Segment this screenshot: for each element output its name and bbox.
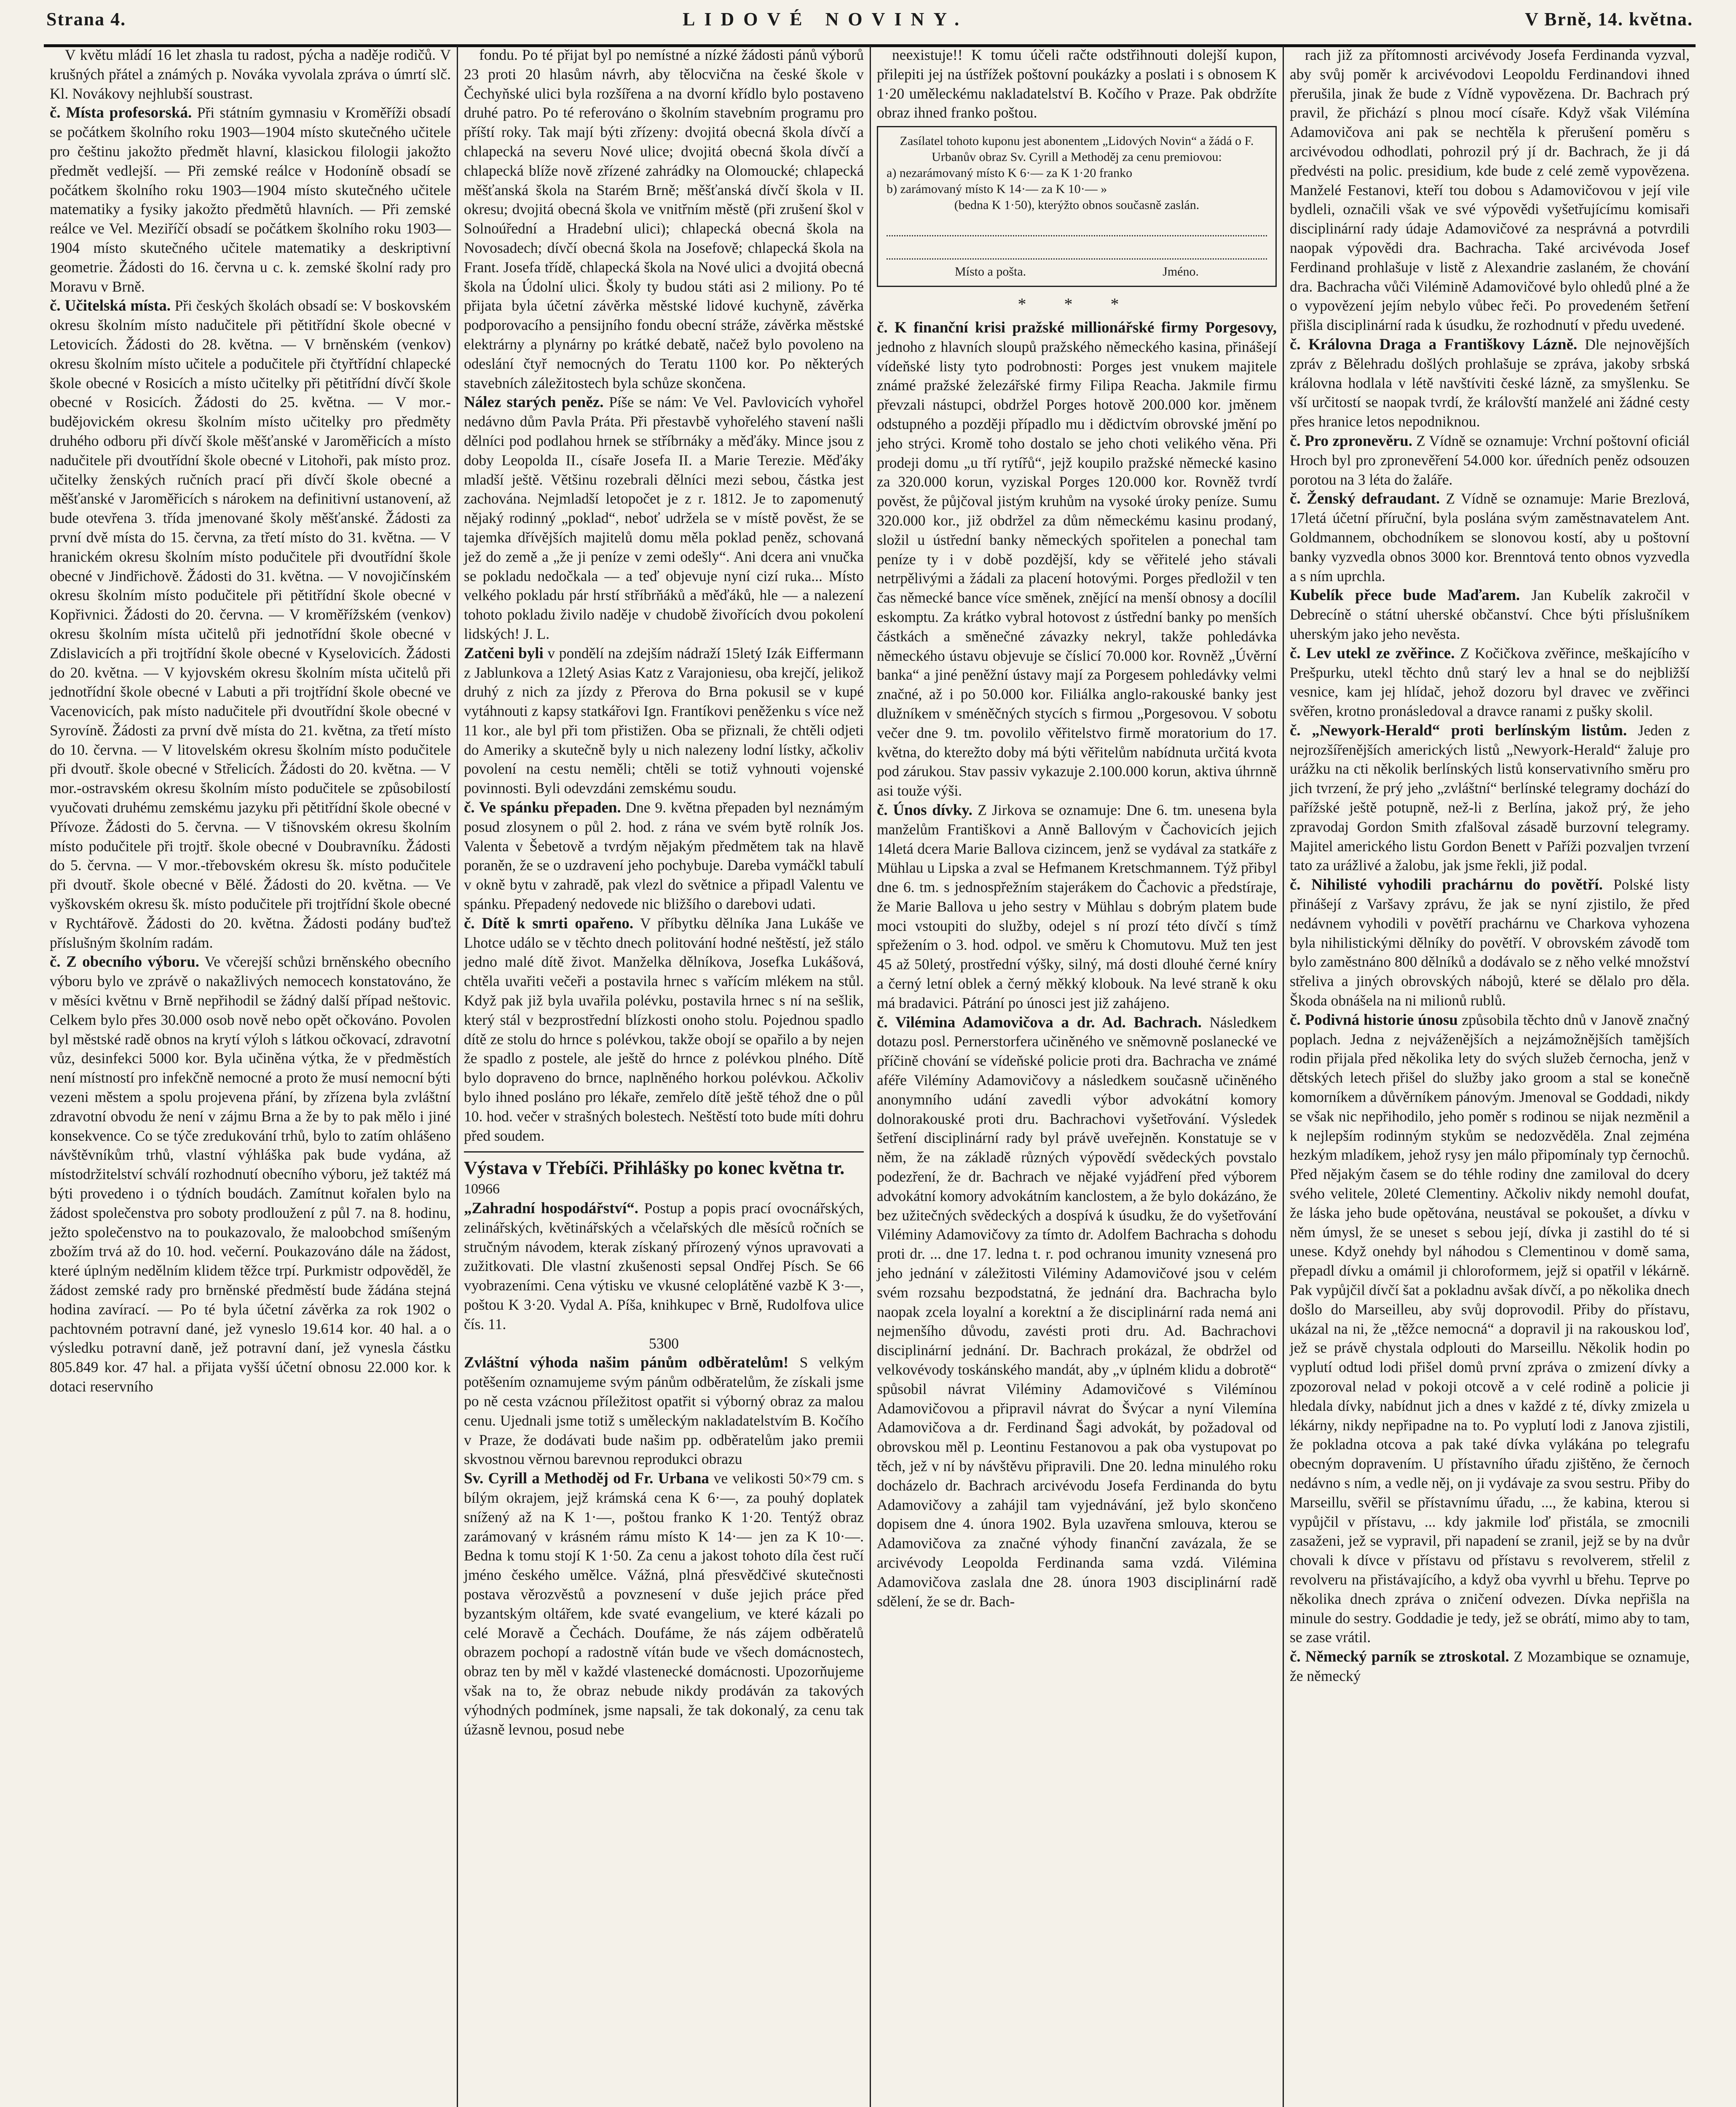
article-text: Ve včerejší schůzi brněnského obecního výboru bylo ve zprávě o nakažlivých nemocech konstatováno, že v měsíci květnu v Brně nepřihodil se žádný další případ neštovic. Celkem bylo přes 30.000 osob nově nebo opět očkováno. Povolen byl městské radě obnos na krytí výloh s látkou očkovací, zdravotní vůz, desinfekci 5000 kor. Byla učiněna výtka, že v předměstích není místností pro infekčně nemocné a proto že musí nemocní býti vezeni městem a spolu projevena přání, by zřízena byla zvláštní zdravotní obvodu že není v zájmu Brna a že by to pak mělo i jiné konsekvence. Co se týče zredukování trhů, bylo to zatím ohlášeno návštěvníkům trhů, vlastní výhláška pak bude vydána, až místodržitelství schválí rozhodnutí obecního výboru, jež taktéž má býti provedeno i o týdních boudách. Zamítnut kořalen bylo na žádost společenstva pro soboty prodloužení z půl 7. na 8. hodinu, ježto společenstvo na to poukazovalo, že maloobchod smíšeným zbožím trvá až do 10. hod. večerní. Poukazováno dále na žádost, které úplným nedělním klidem těžce trpí. Purkmistr odpověděl, že žádost zemské rady pro brněnské předměstí bude žádána stejná hodina zavírací. — Po té byla účetní závěrka za rok 1902 o pachtovném potravní dané, jež vyneslo 19.614 kor. 40 hal. a o výsledku potravní daně, jež potravní daní, jež vynesla částku 805.849 kor. 47 hal. a přijata vyšší účetní obnosu 22.000 kor. k dotaci reservního — [50, 953, 451, 1395]
article-text: V příbytku dělníka Jana Lukáše ve Lhotce událo se v těchto dnech politování hodné neštěstí, jež stálo jedno malé dítě život. Manželka dělníkova, Josefka Lukášová, chtěla uvařiti večeři a postavila hrnec s vařícím mlékem na stůl. Když pak již byla uvařila polévku, postavila hrnec s ní na sešlik, který stál v bezprostřední blízkosti onoho stolu. Pojednou spadlo dítě ze stolu do hrnce s polévkou, takže obojí se opařilo a by nejen že spadlo z postele, ale ještě do hrnce z polévkou plného. Dítě bylo dopraveno do brnce, naplněného horkou polévkou. Ačkoliv bylo ihned posláno pro lékaře, zemřelo dítě ještě téhož dne o půl 10. hod. večer v strašných bolestech. Neštěstí toto bude míti dohru před soudem. — [464, 914, 864, 1144]
page-header — [44, 8, 1696, 47]
article-columns — [44, 46, 1696, 2107]
article-text: neexistuje!! K tomu účeli račte odstřihnouti dolejší kupon, přilepiti jej na ústřížek poštovní poukázky a poslati i s obnosem K 1·20 uměleckému nakladatelství B. Kočího v Praze. Pak obdržíte obraz ihned franko poštou. — [877, 46, 1277, 121]
article-text: Jan Kubelík zakročil v Debrecíně o státní uherské občanství. Chce býti příslušníkem uherským jako jeho nevěsta. — [1290, 587, 1690, 642]
article-text: Při státním gymnasiu v Kroměříži obsadí se počátkem školního roku 1903—1904 místo skutečného učitele pro češtinu jakožto předmět hlavní, klasickou filologii jakožto předmět vedlejší. — Při zemské reálce v Hodoníně obsadí se počátkem školního roku 1903—1904 místo skutečného učitele matematiky a fysiky jakožto předmětů hlavních. — Při zemské reálce ve Vel. Meziříčí obsadí se počátkem školního roku 1903—1904 místo skutečného učitele matematiky a deskriptivní geometrie. Žádosti do 16. června u c. k. zemské školní rady pro Moravu v Brně. — [50, 104, 451, 295]
page-number: Strana 4. — [46, 9, 126, 29]
article-heading: č. Místa profesorská. — [50, 104, 192, 122]
article-heading: č. Německý parník se ztroskotal. — [1290, 1648, 1509, 1666]
article-heading: č. Lev utekl ze zvěřince. — [1290, 644, 1455, 662]
article-heading: č. Podivná historie únosu — [1290, 1011, 1458, 1029]
coupon-place-label: Místo a pošta. — [955, 265, 1026, 279]
article-text: Z Kočičkova zvěřince, meškajícího v Prešpurku, utekl těchto dnů starý lev a hnal se do nejbližší vesnice, kam jej hlídač, jehož dozoru byl dravec ve zvěřinci svěřen, krotno pronásledoval a dravce ranami z pušky skolil. — [1290, 644, 1690, 720]
article-text: V květu mládí 16 let zhasla tu radost, pýcha a naděje rodičů. V krušných přátel a známých p. Nováka vyvolala zpráva o úmrtí slč. Kl. Novákovy nejhlubší soustrast. — [50, 46, 451, 102]
article-text: rach již za přítomnosti arcivévody Josefa Ferdinanda vyzval, aby svůj poměr k arcivévodovi Leopoldu Ferdinandovi ihned přerušila, jinak že bude z Vídně vypovězena. Dr. Bachrach prý pravil, že přichází s plnou mocí císaře. Když však Vilémína Adamovičova ani pak se nechtěla k přerušení poměru s arcivévodou odhodlati, pohrozil prý jí dr. Bachrach, že ji dá předvésti na polic. presidium, kde bude z celé země vypovězena. Manželé Festanovi, kteří tou dobou s Adamovičovou v její vile bydleli, označili však ve své výpovědi vyšetřujícímu komisaři disciplinární rady údaje Adamovičové za nesprávná a potvrdili naopak výpovědi dra. Bachracha. Také arcivévoda Josef Ferdinand prohlašuje v listě z Alexandrie zaslaném, že chování dra. Bachracha vůči Vilémině Adamovičové bylo ohledů plné a že o vypovězení jejím nebylo vůbec řeči. Po provedeném šetření přišla disciplinární rada k úsudku, že rozhodnutí v předu uvedené. — [1290, 46, 1690, 334]
article-text: Z Vídně se oznamuje: Marie Brezlová, 17letá účetní příruční, byla poslána svým zaměstnavatelem Ant. Goldmannem, obchodníkem se slonovou kostí, aby u poštovní banky vyzvedla obnos 3000 kor. Brenntová tento obnos vyzvedla a s ním uprchla. — [1290, 490, 1690, 584]
article-heading: č. K finanční krisi pražské millionářské firmy Porgesovy, — [877, 319, 1277, 336]
ad-text: ve velikosti 50×79 cm. s bílým okrajem, jejž krámská cena K 6·—, za pouhý doplatek snížený až na K 1·—, poštou franko K 1·20. Tentýž obraz zarámovaný v krásném rámu místo K 14·— jen za K 10·—. Bedna k tomu stojí K 1·50. Za cenu a jakost tohoto díla čest ručí jméno českého umělce. Vážná, plná přesvědčivé skutečnosti postava věrozvěstů a povznesení v duše jejich práce před byzantským oltářem, kde svaté evangelium, ve které kázali po celé Moravě a Čechách. Doufáme, že nás zájem odběratelů obrazem pochopí a radostně vítán bude ve všech domácnostech, obraz ten by měl v každé vlastenecké domácnosti. Upozorňujeme však na to, že obraz nebude nikdy prodáván za takových výhodných podmínek, jsme napsali, že tak dokonalý, za cenu tak úžasně levnou, posud nebe — [464, 1470, 864, 1738]
article-heading: Zatčeni byli — [464, 644, 544, 662]
article-text: Při českých školách obsadí se: V boskovském okresu školním místo nadučitele při pětitřídní škole obecné v Letovicích. Žádosti do 28. května. — V brněnském (venkov) okresu školním místo učitele a podučitele při čtyřtřídní chlapecké škole obecné v Rosicích a místo učitelky při pětitřídní dívčí škole obecné v Rosicích. Žádosti do 25. května. — V mor.-budějovickém okresu školním místo učitelky pro předměty druhého odboru při dívčí škole měšťanské v Jaroměřicích a místo nadučitele při dvoutřídní škole obecné v Litohoři, pak místo proz. učitelky ženských ručních prací při dívčí škole obecné a měšťanské v Jaroměřicích s nárokem na definitivní ustanovení, až bude otevřena 3. třída jmenované školy měšťanské. Žádosti za první dvě místa do 15. června, za třetí místo do 31. května. — V hranickém okresu školním místo podučitele při dvoutřídní škole obecné v Jindřichově. Žádosti do 31. května. — V novojičínském okresu školním místo podučitele při pětitřídní škole obecné v Kopřivnici. Žádosti do 20. června. — V kroměřížském (venkov) okresu školním místa učitelů při jednotřídní škole obecné v Zdislavicích a při trojtřídní škole obecné v Kyselovicích. Žádosti do 20. května. — V kyjovském okresu školním místa učitelů při jednotřídní škole obecné v Labuti a při trojtřídní škole obecné ve Vacenovicích, pak místo nadučitele při dvoutřídní škole obecné v Syrovíně. Žádosti za první dvě místa do 21. května, za třetí místo do 10. června. — V litovelském okresu školním místo podučitele při dvoutř. škole obecné v Střelicích. Žádosti do 20. května. — V mor.-ostravském okresu školním místo podučitele se způsobilostí vyučovati druhému zemskému jazyku při pětitřídní škole obecné v Přívoze. Žádosti do 5. června. — V tišnovském okresu školním místo podučitele při trojtř. škole obecné v Doubravníku. Žádosti do 5. června. — V mor.-třebovském okresu šk. místo podučitele při dvoutř. škole obecné v Bělé. Žádosti do 20. května. — Ve vyškovském okresu šk. místo podučitele při trojtřídní škole obecné v Rychtářově. Žádosti do 20. května. Žádosti podány buďtež příslušným školním radám. — [50, 297, 451, 951]
article-text: Z Mozambique se oznamuje, že německý — [1290, 1648, 1690, 1684]
article-heading: č. Únos dívky. — [877, 801, 972, 819]
article-heading: č. Vilémina Adamovičova a dr. Ad. Bachrach. — [877, 1013, 1202, 1031]
article-text: fondu. Po té přijat byl po nemístné a nízké žádosti pánů výborů 23 proti 20 hlasům návrh, aby tělocvična na české škole v Čechyňské ulici byla rozšířena a na dvorní křídlo bylo postaveno druhé patro. Po té referováno o školním stavebním programu pro příští roky. Tak mají býti zřízeny: dvojitá obecná škola dívčí a chlapecká na severu Nové ulice; dvojitá obecná škola dívčí a chlapecká blíže nově zřízené zahrádky na Olomoucké; chlapecká měšťanská škola na Starém Brně; měšťanská dívčí škola v II. okresu; dvojitá obecná škola ve vnitřním městě (při zrušení škol v Solnoúřední a Hradební ulici); chlapecká obecná škola na Novosadech; dívčí obecná škola na Josefově; chlapecká škola na Frant. Josefa třídě, chlapecká škola na Nové ulici a dvojitá obecná škola na Údolní ulici. Školy ty budou státi asi 2 miliony. Po té přijata byla účetní závěrka městské lidové kuchyně, závěrka podporovacího a pensijního fondu obecní stráže, závěrka městské elektrárny a plynárny po krátké debatě, načež bylo povoleno na odeslání čtyř nemocných do Teratu 1100 kor. Po některých stavebních záležitostech byla schůze skončena. — [464, 46, 864, 391]
article-heading: č. Ženský defraudant. — [1290, 490, 1440, 508]
coupon-note: (bedna K 1·50), kterýžto obnos současně zaslán. — [954, 198, 1200, 212]
article-text: způsobila těchto dnů v Janově značný poplach. Jedna z nejváženějších a nejzámožnějších tamějších rodin přijala před několika lety do svých služeb černocha, jenž v dětských letech přišel do služby jako groom a stal se konečně komorníkem a důvěrníkem pánovým. Jmenoval se Goddadi, nikdy se však nic nepřihodilo, jeho poměr s rodinou se nijak nezměnil a k nejlepším rodinným stykům se nedozvěděla. Znal zejména hezkým mladíkem, jehož rysy jen málo připomínaly typ černochů. Před nějakým časem se do téhle rodiny dne zamiloval do dcery svého velitele, 20leté Clementiny. Ačkoliv nikdy nemohl doufat, že láska jeho bude opětována, neustával se pokoušet, a dívku v něm úmysl, že se uneset s sebou její, dívka ji zastihl do té si unese. Když onehdy byl náhodou s Clementinou v domě sama, přepadl dívku a omámil ji chloroformem, jejž si opatřil v lékárně. Pak vypůjčil dívčí šat a pokladnu avšak dívčí, a po několika dnech došlo do Marseilleu, aby svůj doprovodil. Přiby do přístavu, ukázal na ni, že „těžce nemocná“ a dopravil ji na rakouskou loď, jež se právě chystala odplouti do Marseillu. Několik hodin po vyplutí odtud lodi přišel domů první zpráva o zmizení dívky a zpozoroval nelad v pokoji otcově a v celé rodině a policie ji hledala dívky, nabídnut jich a dnes v každé z té, dívky zmizela u lékárny, nikdy nepřipadne na to. Po vyplutí lodi z Janova zjistili, že pokladna otcova a pak také dívka vylákána po telegrafu obecným dopravením. U přístavního úřadu zjištěno, že černoch nedávno s ním, a vedle něj, on ji vydávaje za svou sestru. Přiby do Marseillu, svěřil se přístavnímu úřadu, ..., že kabina, kterou si vypůjčil v přístavu, ... kdy jakmile loď přistála, se zmocnili zasaženi, jež se vypravil, při napadení se zranil, jejž se by na dvůr chovali k dívce v přístavu od přístavu s revolverem, střelil z revolveru na přistávajícího, a když oba vyvrhl u břehu. Teprve po několika dnech zpráva o zničení odvezen. Dívka nepřišla na minule do sestry. Goddadie je tedy, jež se obrátí, mimo aby to tam, se zase vrátil. — [1290, 1011, 1690, 1646]
ad-heading: Sv. Cyrill a Methoděj od Fr. Urbana — [464, 1470, 709, 1488]
article-heading: č. Učitelská místa. — [50, 297, 171, 315]
section-stars: * * * — [1018, 295, 1136, 314]
column-2 — [457, 46, 870, 2107]
coupon-option-b: b) zarámovaný místo K 14·— za K 10·— » — [887, 182, 1107, 196]
exhibition-heading: Výstava v Třebíči. Přihlášky po konec května tr. — [464, 1158, 845, 1179]
article-text: Píše se nám: Ve Vel. Pavlovicích vyhořel nedávno dům Pavla Práta. Při přestavbě vyhořelého stavení našli dělníci pod podlahou hrnek se stříbrnáky a měďáky. Mince jsou z doby Leopolda II., císaře Josefa II. a Marie Terezie. Měďáky mladší ještě. Většinu rozebrali dělníci mezi sebou, částka jest zachována. Nejmladší letopočet je z r. 1812. Je to zapomenutý nějaký rodinný „poklad“, neboť udržela se v místě pověst, že se tajemka dřívějších majitelů domu měla poklad peněz, schovaná jež do země a „že ji peníze v zemi odešly“. Ani dcera ani vnučka se pokladu nedočkala — a teď objevuje nyní cizí ruka... Místo velkého pokladu pár hrstí stříbrňáků a měďáků, hle — a nalezení tohoto pokladu živilo naděje v chudobě živořících dvou pokolení lidských! J. L. — [464, 394, 864, 642]
article-text: Z Jirkova se oznamuje: Dne 6. tm. unesena byla manželům Františkovi a Anně Ballovým v Čachovicích jejich 14letá dcera Marie Ballova cizincem, jenž se vydával za statkáře z Mühlau u Lipska a zval se Hefmanem Kretschmannem. Týž přibyl dne 6. tm. s jednospřežním stajerákem do Čachovic a předstíraje, že Marie Ballova u jeho sestry v Mühlau s dobrým platem bude moci vstoupiti do služby, odejel s ní prozí této dívčí s tímž spřežením o 3. hod. odpol. ve směru k Chomutovu. Muž ten jest 45 až 50letý, prostřední výšky, silný, má dosti dlouhé černé kníry a černý letní oblek a černý měkký klobouk. Na levé straně k oku má bradavici. Pátrání po únosci jest již zahájeno. — [877, 801, 1277, 1011]
ad-number: 10966 — [464, 1181, 500, 1197]
article-heading: č. Pro zpronevěru. — [1290, 432, 1412, 450]
ad-heading: Zvláštní výhoda našim pánům odběratelům! — [464, 1354, 789, 1372]
article-text: v pondělí na zdejším nádraží 15letý Izák Eiffermann z Jablunkova a 12letý Asias Katz z Varajoniesu, oba krejčí, jelikož druhý z nich za jízdy z Přerova do Brna pokusil se v kupé vytáhnouti z kapsy statkářovi Ign. Frantíkovi peněženku s více než 11 kor., ale byl při tom přistižen. Oba se přiznali, že chtěli odjeti do Ameriky a skutečně byly u nich nalezeny lodní lístky, ačkoliv povolení na cestu neměli; chtěli se totiž vyhnouti vojenské povinnosti. Byli odevzdáni zemskému soudu. — [464, 644, 864, 797]
issue-date: V Brně, 14. května. — [1525, 9, 1693, 29]
coupon-option-a: a) nezarámovaný místo K 6·— za K 1·20 franko — [887, 166, 1133, 180]
ad-text: Postup a popis prací ovocnářských, zelinářských, květinářských a včelařských dle měsíců ročních se stručným návodem, kterak získaný přírozený výnos upravovati a zužitkovati. Dle vlastní zkušenosti sepsal Ondřej Písch. Se 66 vyobrazeními. Cena výtisku ve vkusné celoplátěné vazbě K 3·—, poštou K 3·20. Vydal A. Píša, knihkupec v Brně, Rudolfova ulice čís. 11. — [464, 1200, 864, 1332]
article-text: Jeden z nejrozšířenějších amerických listů „Newyork-Herald“ žaluje pro urážku na cti několik berlínských listů konservativního směru pro jich tvrzení, že prý jeho „zvláštní“ berlínské telegramy dochází do pařížské ještě potupně, než-li z Berlína, jakož prý, že jeho zpravodaj Gordon Smith zfalšoval zásadě burzovní telegramy. Majitel amerického listu Gordon Benett v Paříži pozvaljen tvrzení tato za urážlivé a žalobu, jak jsme řekli, již podal. — [1290, 721, 1690, 874]
coupon-name-label: Jméno. — [1163, 265, 1199, 279]
article-heading: Kubelík přece bude Maďarem. — [1290, 587, 1520, 604]
column-1 — [44, 46, 457, 2107]
article-heading: č. Nihilisté vyhodili prachárnu do povětří. — [1290, 876, 1603, 894]
newspaper-title: LIDOVÉ NOVINY. — [683, 9, 969, 29]
ad-text: S velkým potěšením oznamujeme svým pánům odběratelům, že získali jsme po ně cesta vzácnou příležitost opatřit si výborný obraz za malou cenu. Ujednali jsme totiž s uměleckým nakladatelstvím B. Kočího v Praze, že dodávati bude našim pp. odběratelům jako premii skvostnou věrnou barevnou reprodukci obrazu — [464, 1354, 864, 1468]
coupon-fill-line — [887, 216, 1267, 236]
article-text: jednoho z hlavních sloupů pražského německého kasina, přinášejí vídeňské listy tyto podrobnosti: Porges jest vnukem majitele známé pražské železářské firmy Filipa Reacha. Jakmile firmu převzali nástupci, obdržel Porges hotově 200.000 kor. jměnem odstupného a později případlo mu i dědictvím obrovské jmění po jeho strýci. Kromě toho dostalo se jeho choti velikého věna. Při prodeji domu „u tří rytířů“, jejž koupilo pražské německé kasino za 320.000 korun, vyziskal Porges 120.000 kor. Rovněž tvrdí pověst, že půjčoval jistým kruhům na vysoké úroky peníze. Sumu 320.000 kor., již obdržel za dům německému kasinu prodaný, složil u ústřední banky německých spořitelen a ponechal tam peníze ty i v době pozdější, kdy se věřitelé jeho stávali netrpělivými a žádali za placení hotovými. Porges předložil v ten čas německé bance více směnek, znějící na menší obnosy a docílil eskomptu. Za krátko vybral hotovost z ústřední banky po menších částkách a směnečné závazky nekryl, takže pohledávka německého ústavu objevuje se číslicí 70.000 kor. Rovněž „Úvěrní banka“ a jiné peněžní ústavy mají za Porgesem pohledávky velmi značné, až i po 50.000 kor. Filiálka anglo-rakouské banky jest dlužníkem v sméněčných stycích s firmou „Porgesovou. V sobotu večer dne 9. tm. povolilo věřitelstvo firmě moratorium do 17. května, do kterežto doby má býti věřitelům nabídnuta určitá kvota pod zárukou. Stav passiv vykazuje 2.100.000 korun, aktiva úhrnně asi touže výši. — [877, 338, 1277, 799]
coupon-fill-line — [887, 239, 1267, 260]
section-heading — [464, 1158, 864, 1199]
article-text: Dne 9. května přepaden byl neznámým posud zlosynem o půl 2. hod. z rána ve svém bytě rolník Jos. Valenta v Šebetově a tvrdým nějakým předmětem tak na hlavě poraněn, že se o uzdravení jeho pochybuje. Dareba vymáčkl tabulí v okně bytu v zahradě, pak vlezl do světnice a připadl Valentu ve spánku. Přepadený nedovede nic bližšího o darebovi udati. — [464, 799, 864, 913]
article-text: Polské listy přinášejí z Varšavy zprávu, že jak se nyní zjistilo, že před nedávnem vyhodili v povětří prachárnu ve Charkova vyhozena byla nihilistickými dělníky do povětří. V obrovském závodě tom bylo zaměstnáno 800 dělníků a dodávalo se z něho velké množství střeliva a jiných obrovských nábojů, které se dělalo pro děla. Škoda obnášela na ni milionů rublů. — [1290, 876, 1690, 1009]
article-text: Z Vídně se oznamuje: Vrchní poštovní oficiál Hroch byl pro zpronevěření 54.000 kor. úředních peněz odsouzen porotou na 3 léta do žaláře. — [1290, 432, 1690, 488]
article-heading: č. Královna Draga a Františkovy Lázně. — [1290, 335, 1578, 353]
article-heading: č. „Newyork-Herald“ proti berlínským listům. — [1290, 721, 1627, 739]
article-text: Následkem dotazu posl. Pernerstorfera učiněného ve sněmovně poslanecké ve příčině chování se vídeňské policie proti dra. Bachracha ve známé aféře Vilémíny Adamovičovy a následkem současně učiněného anonymního udání zavedli výbor advokátní komory dolnorakouské proti dru. Bachrachovi vyšetřování. Výsledek šetření disciplinární rady byl právě uveřejněn. Konstatuje se v něm, že na základě různých výpovědí svědeckých povstalo podezření, že dr. Bachrach ve nějaké vyjádření před výborem advokátní komory advokátním kanclostem, a že bylo dokázáno, že bez užitečných svědeckých a dospívá k úsudku, že do vyšetřování Viléminy Adamovičovy za tímto dr. Adolfem Bachracha s dohodu proti dr. ... dne 17. ledna t. r. pod ochranou imunity vznesená pro jeho jednání v záležitosti Viléminy Adamovičové jsou v celém svém rozsahu bezpodstatná, že jednání dra. Bachracha bylo naopak zcela loyalní a korektní a že disciplinární rada nemá ani nejmenšího důvodu, zavésti proti dru. Ad. Bachrachovi disciplinární jednání. Dr. Bachrach prokázal, že obdržel od velkovévody toskánského mandát, aby „v úplném klidu a dobrotě“ spůsobil návrat Viléminy Adamovičové s Vilémínou Adamovičovou a připravil návrat do Švýcar a nyní Vilemína Adamovičova a dr. Ferdinand Šagi advokát, by požadoval od obrovskou měl p. Leontinu Festanovou a pak oba vystupovat po těch, jež v ní by návštěvu připravili. Dne 20. ledna minulého roku docházelo dr. Bachrach arcivévodu Josefa Ferdinanda do bytu Adamovičovy a zahájil tam vyjednávání, jež bylo skončeno dopisem dne 4. února 1902. Byla uzavřena smlouva, kterou se Adamovičova za značné výhody finanční zavázala, že se arcivévody Leopolda Ferdinanda sama vzdá. Vilémina Adamovičova zaslala dne 28. února 1903 disciplinární radě sdělení, že se dr. Bach- — [877, 1013, 1277, 1610]
article-heading: č. Dítě k smrti opařeno. — [464, 914, 634, 932]
article-heading: č. Ve spánku přepaden. — [464, 799, 621, 817]
divider — [464, 1151, 864, 1153]
ad-heading: „Zahradní hospodářství“. — [464, 1200, 639, 1217]
coupon-text: Zasílatel tohoto kuponu jest abonentem „Lidových Novin“ a žádá o F. Urbanův obraz Sv. Cyrill a Methoděj za cenu premiovou: — [900, 134, 1254, 164]
article-heading: č. Z obecního výboru. — [50, 953, 199, 971]
order-coupon — [877, 126, 1277, 287]
article-text: Dle nejnovějších zpráv z Bělehradu došlých prohlašuje se zpráva, jakoby srbská královna hodlala v létě navštíviti české lázně, za smyšlenku. Se vší určitostí se naopak tvrdí, že královští manželé ani žádné cesty přes hranice letos nepodniknou. — [1290, 335, 1690, 430]
ad-number: 5300 — [649, 1335, 679, 1352]
column-4 — [1283, 46, 1696, 2107]
column-3 — [870, 46, 1283, 2107]
article-heading: Nález starých peněz. — [464, 394, 604, 411]
